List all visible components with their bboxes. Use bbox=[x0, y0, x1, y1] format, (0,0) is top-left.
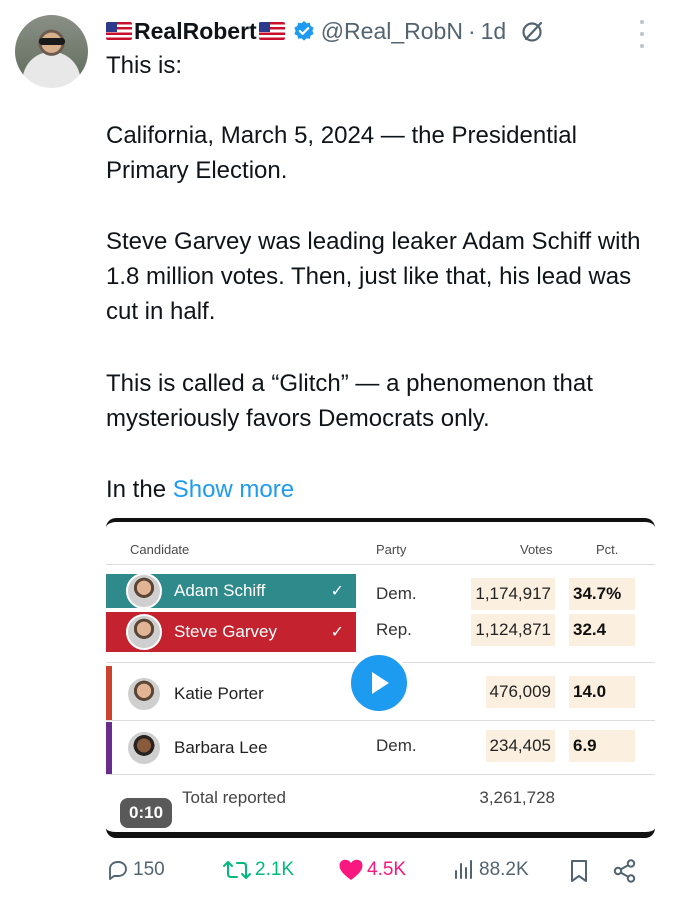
reply-button[interactable] bbox=[106, 858, 165, 882]
views-button[interactable] bbox=[452, 858, 529, 882]
header-party: Party bbox=[376, 542, 407, 557]
tweet-text-paragraph-3: Steve Garvey was leading leaker Adam Schiff with 1.8 million votes. Then, just like that, his lead was cut in half. bbox=[106, 228, 641, 325]
play-icon bbox=[366, 669, 392, 697]
reply-icon bbox=[106, 858, 130, 882]
candidate-photo bbox=[126, 730, 162, 766]
table-divider bbox=[106, 564, 655, 565]
candidate-photo bbox=[126, 614, 162, 650]
avatar[interactable] bbox=[15, 15, 88, 88]
candidate-name: Steve Garvey bbox=[174, 622, 277, 641]
view-count: 88.2K bbox=[479, 859, 529, 880]
votes-cell: 476,009 bbox=[486, 676, 555, 708]
more-options-icon[interactable] bbox=[635, 20, 649, 48]
table-divider bbox=[106, 720, 655, 721]
table-row-porter bbox=[106, 674, 356, 714]
table-row-lee bbox=[106, 728, 356, 768]
grok-icon[interactable] bbox=[520, 18, 546, 44]
repost-button[interactable] bbox=[222, 858, 294, 882]
tweet-text-truncated bbox=[106, 472, 651, 507]
votes-cell: 1,174,917 bbox=[471, 578, 555, 610]
party-cell: Rep. bbox=[376, 620, 412, 639]
candidate-photo bbox=[126, 676, 162, 712]
share-icon bbox=[612, 858, 638, 884]
pct-cell: 34.7% bbox=[569, 578, 635, 610]
handle[interactable]: @Real_RobN bbox=[320, 17, 463, 44]
display-name[interactable]: RealRobert bbox=[134, 17, 257, 44]
pct-cell: 6.9 bbox=[569, 730, 635, 762]
header-votes: Votes bbox=[520, 542, 553, 557]
sunglasses bbox=[39, 38, 65, 45]
candidate-photo bbox=[126, 573, 162, 609]
play-button[interactable] bbox=[348, 652, 410, 714]
candidate-name: Barbara Lee bbox=[174, 738, 268, 757]
table-row-schiff bbox=[106, 574, 356, 608]
timestamp[interactable]: 1d bbox=[480, 17, 507, 44]
pct-cell: 14.0 bbox=[569, 676, 635, 708]
repost-icon bbox=[222, 858, 252, 882]
separator-dot: · bbox=[467, 17, 476, 44]
bookmark-button[interactable] bbox=[568, 858, 593, 884]
table-divider bbox=[106, 774, 655, 775]
video-duration: 0:10 bbox=[120, 798, 172, 828]
total-reported-value: 3,261,728 bbox=[479, 788, 555, 807]
votes-cell: 1,124,871 bbox=[471, 614, 555, 646]
total-reported-label: Total reported bbox=[182, 788, 286, 807]
like-count: 4.5K bbox=[367, 859, 407, 880]
party-cell: Dem. bbox=[376, 736, 417, 755]
candidate-name: Katie Porter bbox=[174, 684, 264, 703]
us-flag-icon bbox=[106, 22, 132, 40]
bookmark-icon bbox=[568, 858, 590, 884]
us-flag-icon bbox=[259, 22, 285, 40]
header-pct: Pct. bbox=[596, 542, 619, 557]
tweet-text-line-1: This is: bbox=[106, 52, 183, 79]
tweet-action-bar bbox=[106, 858, 651, 890]
show-more-link[interactable]: Show more bbox=[172, 476, 295, 503]
winner-check-icon: ✓ bbox=[330, 583, 344, 600]
reply-count: 150 bbox=[133, 859, 165, 880]
views-icon bbox=[452, 858, 476, 882]
repost-count: 2.1K bbox=[255, 859, 295, 880]
table-row-garvey bbox=[106, 612, 356, 652]
like-button[interactable] bbox=[338, 858, 406, 882]
video-player[interactable] bbox=[106, 518, 655, 838]
verified-badge-icon[interactable] bbox=[293, 20, 315, 42]
pct-cell: 32.4 bbox=[569, 614, 635, 646]
candidate-name: Adam Schiff bbox=[174, 581, 266, 600]
share-button[interactable] bbox=[612, 858, 641, 884]
tweet-text-paragraph-2: California, March 5, 2024 — the Presidential Primary Election. bbox=[106, 122, 577, 184]
party-cell: Dem. bbox=[376, 584, 417, 603]
truncated-text: In the bbox=[106, 476, 167, 503]
heart-icon bbox=[338, 858, 364, 882]
tweet-text-paragraph-4: This is called a “Glitch” — a phenomenon that mysteriously favors Democrats only. bbox=[106, 370, 593, 432]
votes-cell: 234,405 bbox=[486, 730, 555, 762]
tweet-header bbox=[106, 15, 546, 47]
header-candidate: Candidate bbox=[130, 542, 190, 557]
winner-check-icon: ✓ bbox=[330, 624, 344, 641]
